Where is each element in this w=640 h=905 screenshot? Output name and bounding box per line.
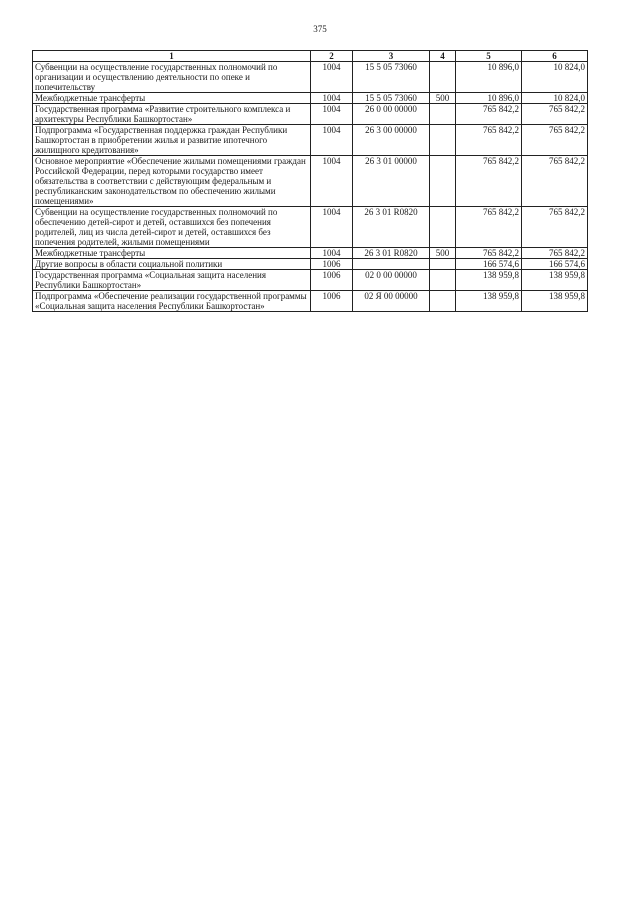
row-section: 1004 <box>311 93 353 104</box>
table-row <box>33 291 588 312</box>
row-expense-type <box>430 259 456 270</box>
row-code: 26 0 00 00000 <box>353 104 430 125</box>
row-value-6: 138 959,8 <box>522 291 588 312</box>
table-row <box>33 104 588 125</box>
row-value-5: 10 896,0 <box>456 62 522 93</box>
header-col-3: 3 <box>353 51 430 62</box>
row-value-5: 765 842,2 <box>456 104 522 125</box>
row-value-5: 166 574,6 <box>456 259 522 270</box>
row-code: 15 5 05 73060 <box>353 62 430 93</box>
row-value-6: 765 842,2 <box>522 125 588 156</box>
row-expense-type: 500 <box>430 93 456 104</box>
row-name: Подпрограмма «Обеспечение реализации государственной программы «Социальная защита населения Республики Башкортостан» <box>33 291 311 312</box>
row-name: Государственная программа «Социальная защита населения Республики Башкортостан» <box>33 270 311 291</box>
table-row <box>33 259 588 270</box>
row-expense-type: 500 <box>430 248 456 259</box>
row-value-5: 10 896,0 <box>456 93 522 104</box>
row-expense-type <box>430 270 456 291</box>
row-value-6: 138 959,8 <box>522 270 588 291</box>
row-value-5: 138 959,8 <box>456 291 522 312</box>
table-row <box>33 248 588 259</box>
row-value-6: 765 842,2 <box>522 207 588 248</box>
header-col-5: 5 <box>456 51 522 62</box>
row-code: 02 Я 00 00000 <box>353 291 430 312</box>
row-section: 1004 <box>311 62 353 93</box>
row-value-5: 765 842,2 <box>456 156 522 207</box>
page-number: 375 <box>313 24 327 34</box>
row-value-5: 765 842,2 <box>456 125 522 156</box>
row-value-6: 10 824,0 <box>522 93 588 104</box>
table-row <box>33 156 588 207</box>
header-col-1: 1 <box>33 51 311 62</box>
row-section: 1004 <box>311 104 353 125</box>
table-row <box>33 62 588 93</box>
row-code: 26 3 01 00000 <box>353 156 430 207</box>
row-value-6: 10 824,0 <box>522 62 588 93</box>
table-row <box>33 93 588 104</box>
header-row <box>33 51 588 62</box>
row-code: 26 3 01 R0820 <box>353 207 430 248</box>
row-expense-type <box>430 104 456 125</box>
table-row <box>33 207 588 248</box>
budget-table <box>32 50 588 312</box>
row-expense-type <box>430 291 456 312</box>
row-name: Основное мероприятие «Обеспечение жилыми помещениями граждан Российской Федерации, перед которыми государство имеет обязательства в соответствии с действующим федеральным и республиканским законодательством по обеспечению жилыми помещениями» <box>33 156 311 207</box>
row-section: 1006 <box>311 291 353 312</box>
row-expense-type <box>430 125 456 156</box>
row-name: Субвенции на осуществление государственных полномочий по обеспечению детей-сирот и детей, оставшихся без попечения родителей, лиц из числа детей-сирот и детей, оставшихся без попечения родителей, жилыми помещениями <box>33 207 311 248</box>
row-value-5: 138 959,8 <box>456 270 522 291</box>
row-name: Субвенции на осуществление государственных полномочий по организации и осуществлению деятельности по опеке и попечительству <box>33 62 311 93</box>
row-code: 26 3 01 R0820 <box>353 248 430 259</box>
row-expense-type <box>430 62 456 93</box>
row-code: 02 0 00 00000 <box>353 270 430 291</box>
row-section: 1004 <box>311 248 353 259</box>
table-row <box>33 125 588 156</box>
row-name: Межбюджетные трансферты <box>33 93 311 104</box>
row-value-5: 765 842,2 <box>456 248 522 259</box>
row-value-5: 765 842,2 <box>456 207 522 248</box>
row-expense-type <box>430 156 456 207</box>
row-code: 26 3 00 00000 <box>353 125 430 156</box>
row-section: 1006 <box>311 259 353 270</box>
row-section: 1004 <box>311 125 353 156</box>
table-row <box>33 270 588 291</box>
row-name: Межбюджетные трансферты <box>33 248 311 259</box>
row-name: Подпрограмма «Государственная поддержка граждан Республики Башкортостан в приобретении жилья и развитие ипотечного жилищного кредитования» <box>33 125 311 156</box>
row-expense-type <box>430 207 456 248</box>
row-code: 15 5 05 73060 <box>353 93 430 104</box>
header-col-2: 2 <box>311 51 353 62</box>
row-section: 1004 <box>311 207 353 248</box>
header-col-4: 4 <box>430 51 456 62</box>
row-code <box>353 259 430 270</box>
row-value-6: 765 842,2 <box>522 104 588 125</box>
row-section: 1004 <box>311 156 353 207</box>
row-value-6: 765 842,2 <box>522 156 588 207</box>
header-col-6: 6 <box>522 51 588 62</box>
row-value-6: 166 574,6 <box>522 259 588 270</box>
row-name: Другие вопросы в области социальной политики <box>33 259 311 270</box>
row-value-6: 765 842,2 <box>522 248 588 259</box>
row-name: Государственная программа «Развитие строительного комплекса и архитектуры Республики Башкортостан» <box>33 104 311 125</box>
row-section: 1006 <box>311 270 353 291</box>
